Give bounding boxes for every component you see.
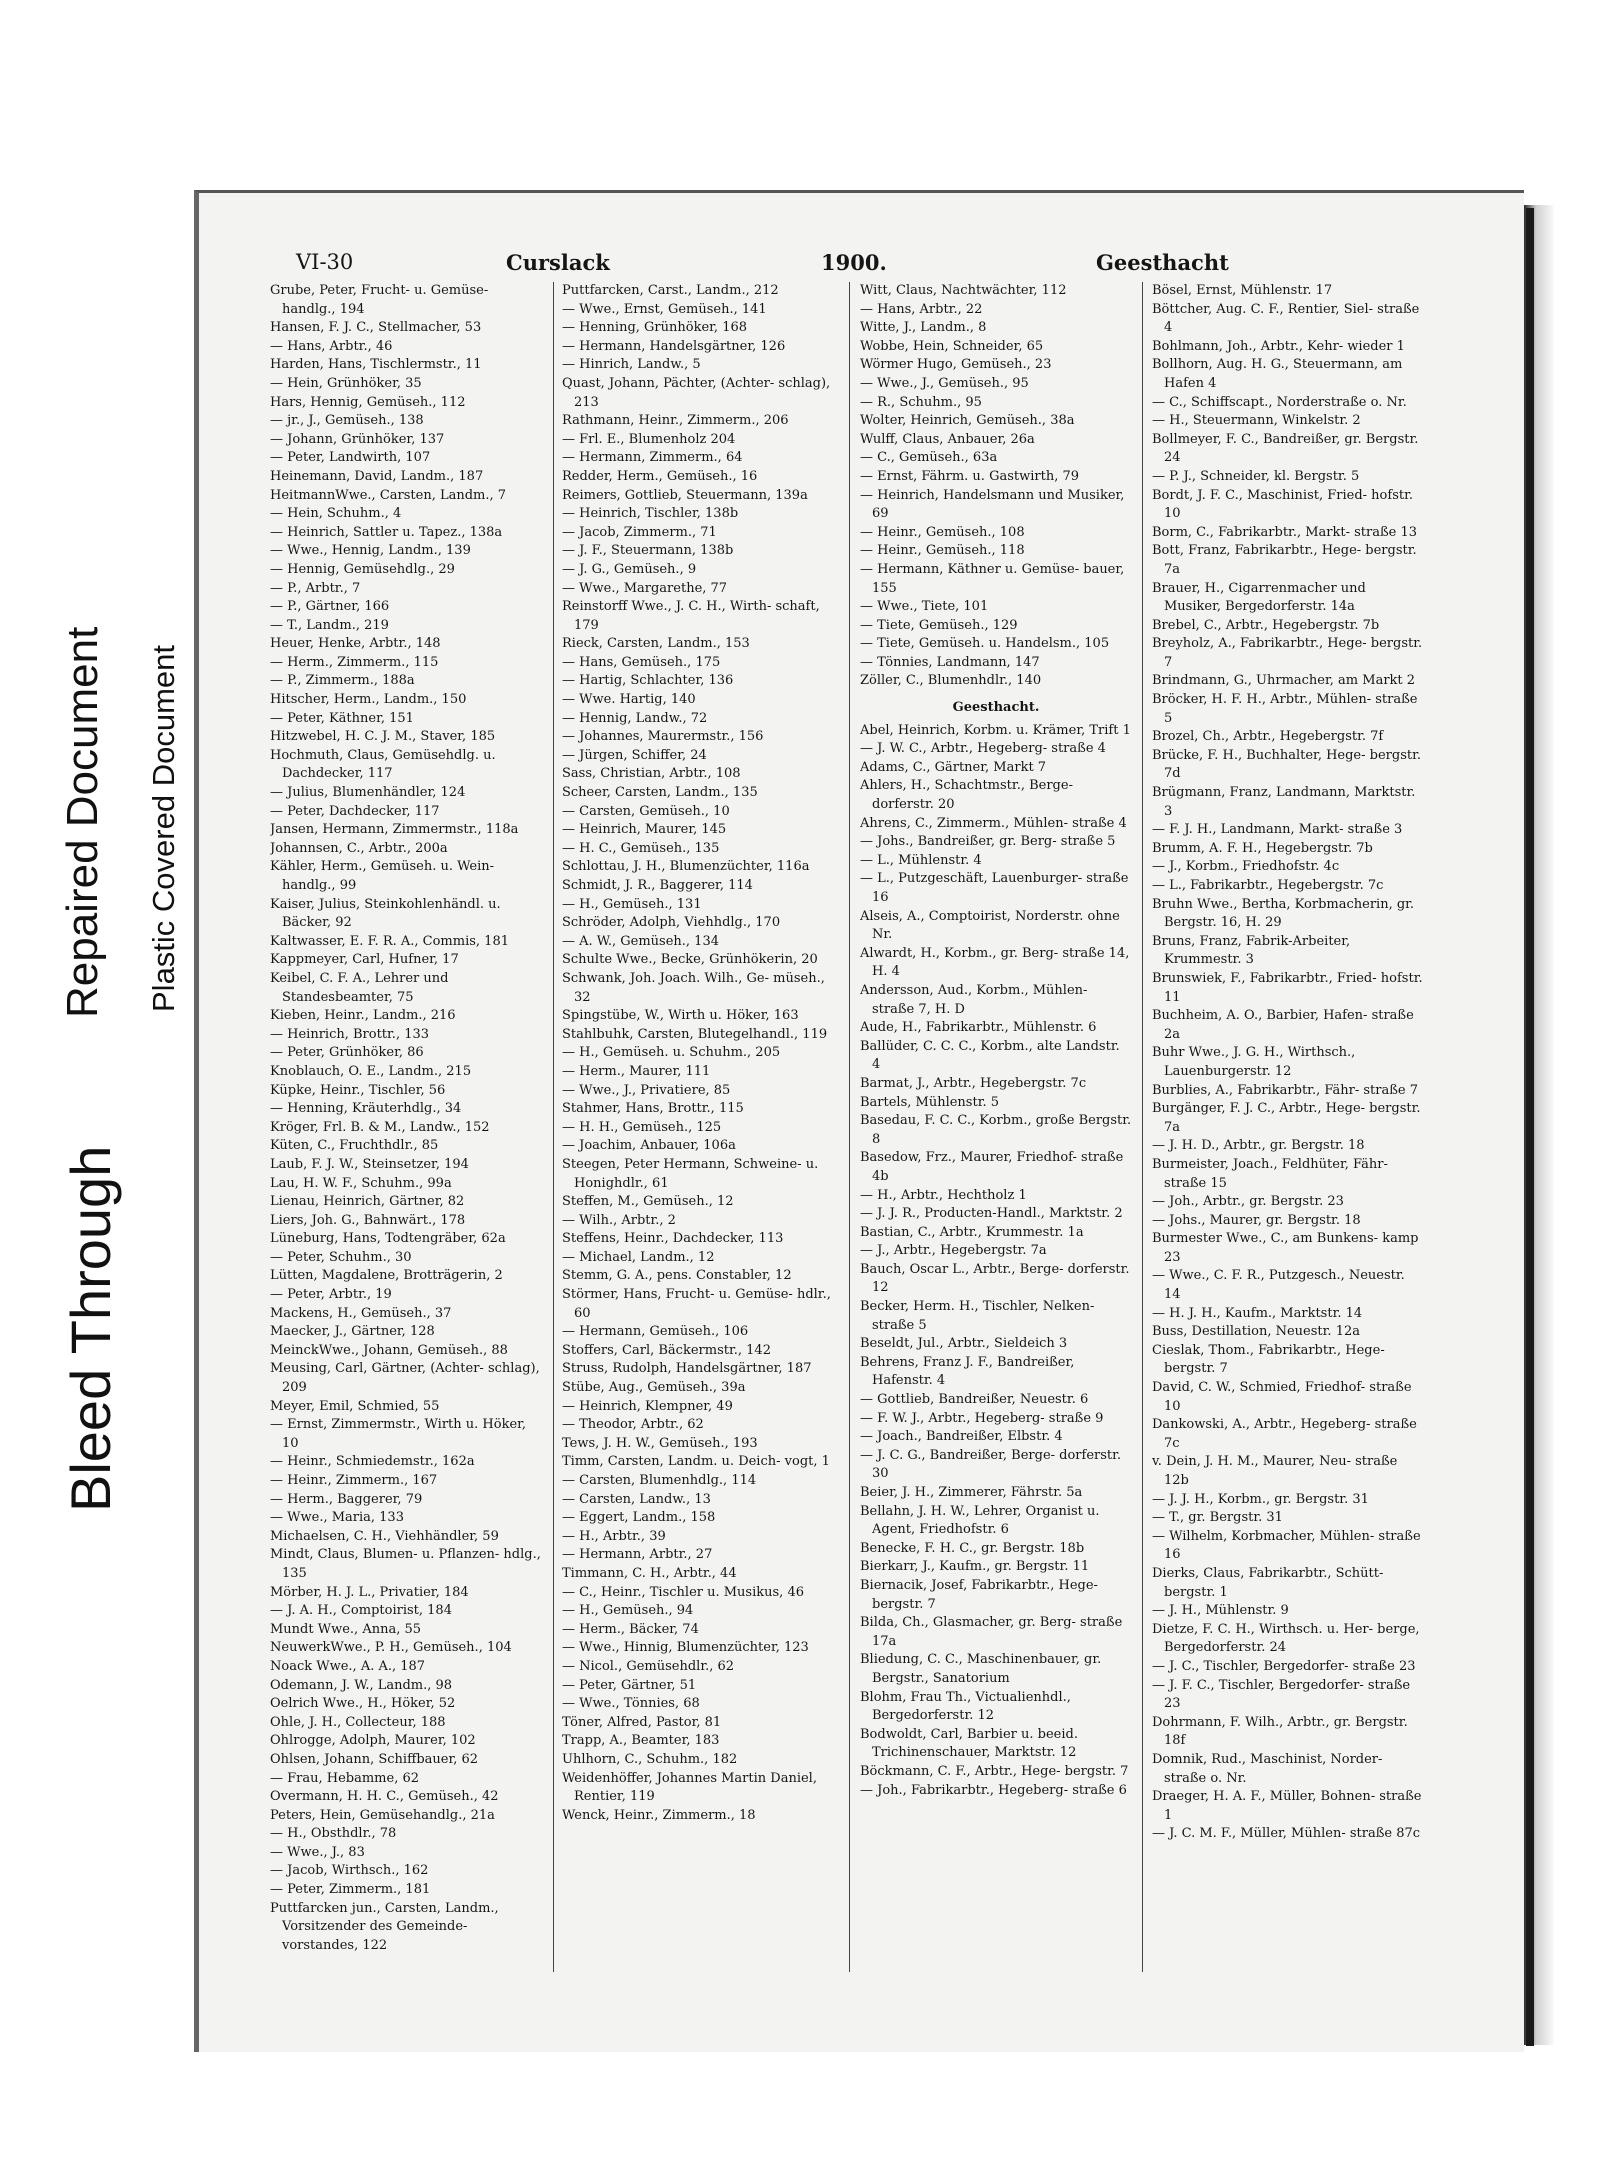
directory-entry: — C., Heinr., Tischler u. Musikus, 46 <box>562 1584 804 1600</box>
directory-entry: — Ernst, Zimmermstr., Wirth u. Höker, 10 <box>270 1417 527 1451</box>
directory-entry: — Heinr., Zimmerm., 167 <box>270 1473 438 1488</box>
directory-entry: HeitmannWwe., Carsten, Landm., 7 <box>270 487 507 503</box>
directory-entry: — C., Gemüseh., 63a <box>860 450 998 466</box>
directory-entry: Aude, H., Fabrikarbtr., Mühlenstr. 6 <box>860 1020 1097 1036</box>
directory-entry: Bauch, Oscar L., Arbtr., Berge- dorferstr. 12 <box>860 1261 1130 1296</box>
directory-entry: — Peter, Käthner, 151 <box>270 710 414 726</box>
directory-entry: Mindt, Claus, Blumen- u. Pflanzen- hdlg., 135 <box>270 1547 541 1581</box>
directory-entry: — H. C., Gemüseh., 135 <box>562 840 720 856</box>
directory-entry: — Michael, Landm., 12 <box>562 1249 715 1265</box>
directory-entry: Lütten, Magdalene, Brotträgerin, 2 <box>270 1268 503 1284</box>
directory-entry: Brauer, H., Cigarrenmacher und Musiker, Bergedorferstr. 14a <box>1152 580 1366 615</box>
directory-entry: — Hein, Grünhöker, 35 <box>270 375 422 391</box>
directory-entry: Stoffers, Carl, Bäckermstr., 142 <box>562 1342 771 1358</box>
directory-entry: Bilda, Ch., Glasmacher, gr. Berg- straße 17a <box>860 1615 1123 1649</box>
directory-entry: Zöller, C., Blumenhdlr., 140 <box>860 673 1042 689</box>
directory-entry: Witt, Claus, Nachtwächter, 112 <box>860 283 1067 298</box>
directory-entry: NeuwerkWwe., P. H., Gemüseh., 104 <box>270 1640 512 1656</box>
directory-entry: Rathmann, Heinr., Zimmerm., 206 <box>562 413 789 429</box>
directory-entry: Buss, Destillation, Neuestr. 12a <box>1152 1324 1360 1340</box>
directory-entry: v. Dein, J. H. M., Maurer, Neu- straße 12b <box>1152 1454 1398 1488</box>
directory-entry: Knoblauch, O. E., Landm., 215 <box>270 1063 472 1079</box>
directory-entry: Reimers, Gottlieb, Steuermann, 139a <box>562 487 808 503</box>
directory-entry: Brunswiek, F., Fabrikarbtr., Fried- hofstr. 11 <box>1152 970 1423 1005</box>
directory-entry: — Frau, Hebamme, 62 <box>270 1770 420 1786</box>
directory-entry: — Herm., Baggerer, 79 <box>270 1491 423 1507</box>
directory-entry: Schwank, Joh. Joach. Wilh., Ge- müseh., 32 <box>562 970 825 1005</box>
directory-column-3 <box>860 282 1132 1972</box>
directory-entry: Ahlers, H., Schachtmstr., Berge- dorferstr. 20 <box>860 778 1073 813</box>
directory-entry: Uhlhorn, C., Schuhm., 182 <box>562 1751 738 1767</box>
directory-column-1 <box>270 282 542 1972</box>
directory-entry: — Joh., Arbtr., gr. Bergstr. 23 <box>1152 1194 1344 1210</box>
directory-entry: Küpke, Heinr., Tischler, 56 <box>270 1082 446 1098</box>
directory-entry: Stahmer, Hans, Brottr., 115 <box>562 1101 744 1117</box>
directory-entry: Bliedung, C. C., Maschinenbauer, gr. Bergstr., Sanatorium <box>860 1652 1102 1686</box>
directory-entry: Domnik, Rud., Maschinist, Norder- straße o. Nr. <box>1152 1751 1383 1786</box>
directory-entry: Odemann, J. W., Landm., 98 <box>270 1677 453 1693</box>
directory-entry: — Heinrich, Sattler u. Tapez., 138a <box>270 524 503 540</box>
directory-entry: — Hans, Arbtr., 22 <box>860 301 983 317</box>
directory-entry: — Heinr., Schmiedemstr., 162a <box>270 1454 475 1470</box>
directory-entry: — T., Landm., 219 <box>270 617 389 633</box>
directory-entry: Ahrens, C., Zimmerm., Mühlen- straße 4 <box>860 815 1127 831</box>
directory-entry: Timm, Carsten, Landm. u. Deich- vogt, 1 <box>562 1454 830 1470</box>
directory-entry: Bierkarr, J., Kaufm., gr. Bergstr. 11 <box>860 1559 1090 1575</box>
directory-entry: Burgänger, F. J. C., Arbtr., Hege- bergstr. 7a <box>1152 1101 1421 1135</box>
directory-entry: Beier, J. H., Zimmerer, Fährstr. 5a <box>860 1485 1083 1500</box>
directory-entry: Barmat, J., Arbtr., Hegebergstr. 7c <box>860 1075 1087 1091</box>
directory-entry: Steffen, M., Gemüseh., 12 <box>562 1194 734 1210</box>
directory-entry: Kappmeyer, Carl, Hufner, 17 <box>270 952 459 968</box>
directory-entry: Stübe, Aug., Gemüseh., 39a <box>562 1380 746 1396</box>
plastic-covered-label: Plastic Covered Document <box>146 645 181 1012</box>
directory-entry: Meyer, Emil, Schmied, 55 <box>270 1398 440 1414</box>
directory-entry: Behrens, Franz J. F., Bandreißer, Hafenstr. 4 <box>860 1354 1075 1389</box>
directory-entry: MeinckWwe., Johann, Gemüseh., 88 <box>270 1342 508 1358</box>
directory-entry: — Peter, Landwirth, 107 <box>270 450 431 466</box>
directory-entry: Ohlrogge, Adolph, Maurer, 102 <box>270 1733 476 1749</box>
directory-entry: Oelrich Wwe., H., Höker, 52 <box>270 1696 456 1712</box>
directory-entry: — Hans, Gemüseh., 175 <box>562 654 721 670</box>
directory-entry: — Heinr., Gemüseh., 108 <box>860 524 1025 540</box>
directory-entry: — Hinrich, Landw., 5 <box>562 357 701 373</box>
directory-entry: Scheer, Carsten, Landm., 135 <box>562 785 758 801</box>
directory-entry: — Frl. E., Blumenholz 204 <box>562 431 736 447</box>
directory-entry: — Carsten, Blumenhdlg., 114 <box>562 1473 757 1488</box>
directory-entry: — P. J., Schneider, kl. Bergstr. 5 <box>1152 468 1360 484</box>
directory-entry: Dankowski, A., Arbtr., Hegeberg- straße 7c <box>1152 1417 1417 1451</box>
directory-entry: Biernacik, Josef, Fabrikarbtr., Hege- bergstr. 7 <box>860 1577 1098 1612</box>
directory-column-2 <box>562 282 834 1972</box>
directory-entry: Cieslak, Thom., Fabrikarbtr., Hege- bergstr. 7 <box>1152 1342 1385 1377</box>
page-number: VI-30 <box>296 250 354 274</box>
directory-entry: Wobbe, Hein, Schneider, 65 <box>860 338 1044 354</box>
directory-entry: — H., Gemüseh., 94 <box>562 1603 694 1619</box>
directory-entry: Kaltwasser, E. F. R. A., Commis, 181 <box>270 933 509 949</box>
directory-entry: — P., Gärtner, 166 <box>270 599 390 615</box>
directory-entry: — Wwe., J., 83 <box>270 1844 365 1860</box>
directory-entry: Michaelsen, C. H., Viehhändler, 59 <box>270 1528 499 1544</box>
directory-entry: Burblies, A., Fabrikarbtr., Fähr- straße 7 <box>1152 1082 1418 1098</box>
directory-entry: Buhr Wwe., J. G. H., Wirthsch., Lauenburgerstr. 12 <box>1152 1045 1356 1079</box>
directory-entry: Brumm, A. F. H., Hegebergstr. 7b <box>1152 840 1373 856</box>
directory-entry: — Herm., Maurer, 111 <box>562 1063 711 1079</box>
directory-entry: — Tönnies, Landmann, 147 <box>860 654 1040 670</box>
directory-entry: Abel, Heinrich, Korbm. u. Krämer, Trift 1 <box>860 722 1131 738</box>
directory-entry: Keibel, C. F. A., Lehrer und Standesbeamter, 75 <box>270 970 449 1005</box>
directory-entry: Bröcker, H. F. H., Arbtr., Mühlen- straße 5 <box>1152 692 1418 726</box>
directory-entry: — Wilh., Arbtr., 2 <box>562 1212 676 1228</box>
directory-entry: Schröder, Adolph, Viehhdlg., 170 <box>562 915 781 931</box>
directory-entry: — T., gr. Bergstr. 31 <box>1152 1510 1283 1526</box>
header-left-title: Curslack <box>506 250 610 275</box>
page-edge <box>1526 208 1534 2046</box>
directory-entry: Quast, Johann, Pächter, (Achter- schlag), 213 <box>562 375 831 410</box>
header-year: 1900. <box>821 250 887 275</box>
directory-entry: Kähler, Herm., Gemüseh. u. Wein- handlg., 99 <box>270 859 495 893</box>
directory-entry: — H., Arbtr., 39 <box>562 1528 666 1544</box>
directory-entry: Trapp, A., Beamter, 183 <box>562 1733 720 1749</box>
directory-entry: — Heinrich, Handelsmann und Musiker, 69 <box>860 487 1125 522</box>
directory-entry: Bruhn Wwe., Bertha, Korbmacherin, gr. Bergstr. 16, H. 29 <box>1152 896 1415 931</box>
directory-entry: — Wwe. Hartig, 140 <box>562 692 696 708</box>
directory-entry: Basedau, F. C. C., Korbm., große Bergstr. 8 <box>860 1113 1132 1147</box>
directory-entry: — Gottlieb, Bandreißer, Neuestr. 6 <box>860 1392 1089 1408</box>
directory-entry: — Carsten, Gemüseh., 10 <box>562 803 730 819</box>
directory-entry: Brügmann, Franz, Landmann, Marktstr. 3 <box>1152 785 1416 819</box>
section-heading: Geesthacht. <box>952 700 1040 716</box>
directory-entry: Blohm, Frau Th., Victualienhdl., Bergedorferstr. 12 <box>860 1689 1071 1724</box>
directory-entry: Lüneburg, Hans, Todtengräber, 62a <box>270 1231 506 1247</box>
header-right-title: Geesthacht <box>1096 250 1229 275</box>
directory-entry: Becker, Herm. H., Tischler, Nelken- straße 5 <box>860 1299 1095 1333</box>
directory-entry: — jr., J., Gemüseh., 138 <box>270 413 424 429</box>
directory-entry: Schmidt, J. R., Baggerer, 114 <box>562 878 753 893</box>
directory-entry: — Wilhelm, Korbmacher, Mühlen- straße 16 <box>1152 1528 1421 1563</box>
directory-entry: — P., Arbtr., 7 <box>270 580 361 596</box>
directory-entry: Töner, Alfred, Pastor, 81 <box>562 1714 722 1730</box>
directory-entry: Sass, Christian, Arbtr., 108 <box>562 766 741 782</box>
directory-entry: Spingstübe, W., Wirth u. Höker, 163 <box>562 1008 799 1024</box>
directory-entry: — F. J. H., Landmann, Markt- straße 3 <box>1152 822 1403 838</box>
directory-entry: — J. H. D., Arbtr., gr. Bergstr. 18 <box>1152 1138 1365 1154</box>
directory-entry: Stemm, G. A., pens. Constabler, 12 <box>562 1268 792 1284</box>
directory-entry: Kaiser, Julius, Steinkohlenhändl. u. Bäcker, 92 <box>270 896 501 931</box>
directory-entry: — Heinrich, Maurer, 145 <box>562 822 727 838</box>
directory-entry: — H. J. H., Kaufm., Marktstr. 14 <box>1152 1305 1363 1321</box>
directory-entry: — Wwe., Margarethe, 77 <box>562 580 728 596</box>
directory-entry: — Herm., Zimmerm., 115 <box>270 654 439 670</box>
directory-entry: Bollmeyer, F. C., Bandreißer, gr. Bergstr. 24 <box>1152 431 1419 466</box>
directory-entry: — Hermann, Käthner u. Gemüse- bauer, 155 <box>860 561 1125 596</box>
directory-entry: Puttfarcken, Carst., Landm., 212 <box>562 283 779 298</box>
directory-entry: Bollhorn, Aug. H. G., Steuermann, am Hafen 4 <box>1152 357 1403 391</box>
directory-entry: Hitscher, Herm., Landm., 150 <box>270 692 467 708</box>
directory-entry: Liers, Joh. G., Bahnwärt., 178 <box>270 1212 466 1228</box>
column-divider <box>1142 282 1143 1972</box>
directory-entry: — J., Korbm., Friedhofstr. 4c <box>1152 859 1340 875</box>
directory-entry: Mundt Wwe., Anna, 55 <box>270 1621 422 1637</box>
directory-entry: Benecke, F. H. C., gr. Bergstr. 18b <box>860 1540 1085 1556</box>
directory-entry: Alseis, A., Comptoirist, Norderstr. ohne Nr. <box>860 908 1120 943</box>
directory-entry: — Joach., Bandreißer, Elbstr. 4 <box>860 1429 1063 1445</box>
directory-entry: — Hermann, Gemüseh., 106 <box>562 1324 749 1340</box>
directory-entry: — Hein, Schuhm., 4 <box>270 506 402 522</box>
directory-entry: Struss, Rudolph, Handelsgärtner, 187 <box>562 1361 812 1377</box>
directory-entry: — Wwe., J., Privatiere, 85 <box>562 1082 731 1098</box>
directory-entry: Draeger, H. A. F., Müller, Bohnen- straße 1 <box>1152 1789 1422 1823</box>
directory-entry: — Henning, Grünhöker, 168 <box>562 320 748 336</box>
directory-entry: Hansen, F. J. C., Stellmacher, 53 <box>270 320 482 336</box>
directory-entry: Overmann, H. H. C., Gemüseh., 42 <box>270 1789 499 1805</box>
directory-entry: Brebel, C., Arbtr., Hegebergstr. 7b <box>1152 617 1380 633</box>
directory-entry: Lienau, Heinrich, Gärtner, 82 <box>270 1194 465 1210</box>
directory-entry: Puttfarcken jun., Carsten, Landm., Vorsitzender des Gemeinde- vorstandes, 122 <box>270 1900 499 1953</box>
directory-entry: Schlottau, J. H., Blumenzüchter, 116a <box>562 859 810 875</box>
directory-entry: — Jacob, Zimmerm., 71 <box>562 524 717 540</box>
directory-entry: Bohlmann, Joh., Arbtr., Kehr- wieder 1 <box>1152 338 1405 354</box>
directory-entry: Ohlsen, Johann, Schiffbauer, 62 <box>270 1751 479 1767</box>
directory-entry: Borm, C., Fabrikarbtr., Markt- straße 13 <box>1152 524 1418 540</box>
directory-entry: Breyholz, A., Fabrikarbtr., Hege- bergstr. 7 <box>1152 636 1423 670</box>
directory-entry: — Peter, Dachdecker, 117 <box>270 803 440 819</box>
directory-entry: Steffens, Heinr., Dachdecker, 113 <box>562 1231 784 1247</box>
directory-entry: Bodwoldt, Carl, Barbier u. beeid. Trichinenschauer, Marktstr. 12 <box>860 1726 1078 1761</box>
directory-entry: — Wwe., J., Gemüseh., 95 <box>860 375 1029 391</box>
directory-entry: Böckmann, C. F., Arbtr., Hege- bergstr. 7 <box>860 1763 1129 1779</box>
directory-entry: — J. G., Gemüseh., 9 <box>562 561 697 577</box>
directory-entry: — Peter, Zimmerm., 181 <box>270 1882 431 1898</box>
directory-entry: Heuer, Henke, Arbtr., 148 <box>270 636 441 652</box>
directory-entry: Mörber, H. J. L., Privatier, 184 <box>270 1584 469 1600</box>
directory-entry: Bellahn, J. H. W., Lehrer, Organist u. Agent, Friedhofstr. 6 <box>860 1503 1100 1538</box>
directory-entry: — Wwe., Hennig, Landm., 139 <box>270 543 471 559</box>
directory-entry: Beseldt, Jul., Arbtr., Sieldeich 3 <box>860 1336 1068 1352</box>
directory-entry: — Joachim, Anbauer, 106a <box>562 1138 736 1154</box>
directory-entry: Meusing, Carl, Gärtner, (Achter- schlag), 209 <box>270 1361 540 1396</box>
directory-entry: — J. C., Tischler, Bergedorfer- straße 23 <box>1152 1658 1416 1674</box>
directory-entry: — Heinr., Gemüseh., 118 <box>860 543 1025 559</box>
directory-entry: — L., Mühlenstr. 4 <box>860 852 982 868</box>
directory-entry: Witte, J., Landm., 8 <box>860 320 987 336</box>
directory-entry: — Theodor, Arbtr., 62 <box>562 1417 704 1433</box>
directory-entry: — Tiete, Gemüseh. u. Handelsm., 105 <box>860 636 1110 652</box>
directory-entry: — C., Schiffscapt., Norderstraße o. Nr. <box>1152 394 1407 410</box>
directory-entry: — Hermann, Handelsgärtner, 126 <box>562 338 786 354</box>
directory-entry: — Peter, Gärtner, 51 <box>562 1677 697 1693</box>
directory-entry: — H., Arbtr., Hechtholz 1 <box>860 1187 1027 1203</box>
directory-entry: Steegen, Peter Hermann, Schweine- u. Honighdlr., 61 <box>562 1156 819 1191</box>
directory-entry: — J. F., Steuermann, 138b <box>562 543 734 559</box>
directory-entry: Dietze, F. C. H., Wirthsch. u. Her- berge, Bergedorferstr. 24 <box>1152 1621 1420 1656</box>
directory-entry: Lau, H. W. F., Schuhm., 99a <box>270 1175 452 1191</box>
page-header <box>296 250 1229 280</box>
directory-entry: Reinstorff Wwe., J. C. H., Wirth- schaft, 179 <box>562 599 820 633</box>
directory-entry: Brozel, Ch., Arbtr., Hegebergstr. 7f <box>1152 729 1384 745</box>
directory-entry: — A. W., Gemüseh., 134 <box>562 933 719 949</box>
directory-entry: Noack Wwe., A. A., 187 <box>270 1658 426 1674</box>
directory-entry: — L., Fabrikarbtr., Hegebergstr. 7c <box>1152 878 1384 893</box>
directory-entry: — J. C. G., Bandreißer, Berge- dorferstr. 30 <box>860 1447 1122 1482</box>
directory-entry: — Hennig, Gemüsehdlg., 29 <box>270 561 455 577</box>
directory-entry: Küten, C., Fruchthdlr., 85 <box>270 1138 439 1154</box>
directory-entry: Jansen, Hermann, Zimmermstr., 118a <box>270 822 519 838</box>
directory-entry: — Heinrich, Tischler, 138b <box>562 506 739 522</box>
directory-entry: — Wwe., Ernst, Gemüseh., 141 <box>562 301 767 317</box>
directory-entry: — Carsten, Landw., 13 <box>562 1491 711 1507</box>
column-divider <box>849 282 850 1972</box>
directory-entry: Bordt, J. F. C., Maschinist, Fried- hofstr. 10 <box>1152 487 1414 522</box>
directory-entry: Kieben, Heinr., Landm., 216 <box>270 1008 456 1024</box>
directory-entry: — J., Arbtr., Hegebergstr. 7a <box>860 1243 1047 1259</box>
directory-entry: Harden, Hans, Tischlermstr., 11 <box>270 357 482 373</box>
directory-entry: — Tiete, Gemüseh., 129 <box>860 617 1018 633</box>
directory-entry: — Hans, Arbtr., 46 <box>270 338 393 354</box>
directory-entry: — Wwe., Hinnig, Blumenzüchter, 123 <box>562 1640 809 1656</box>
directory-entry: — Peter, Grünhöker, 86 <box>270 1045 424 1061</box>
directory-entry: — Jürgen, Schiffer, 24 <box>562 747 707 763</box>
directory-entry: Basedow, Frz., Maurer, Friedhof- straße 4b <box>860 1150 1124 1184</box>
directory-entry: Redder, Herm., Gemüseh., 16 <box>562 468 758 484</box>
directory-entry: — J. A. H., Comptoirist, 184 <box>270 1603 452 1619</box>
directory-entry: — Henning, Kräuterhdlg., 34 <box>270 1101 462 1117</box>
directory-entry: — Joh., Fabrikarbtr., Hegeberg- straße 6 <box>860 1782 1127 1798</box>
directory-entry: — H., Obsthdlr., 78 <box>270 1826 397 1842</box>
directory-entry: Hitzwebel, H. C. J. M., Staver, 185 <box>270 729 496 745</box>
directory-entry: — L., Putzgeschäft, Lauenburger- straße 16 <box>860 871 1129 905</box>
directory-entry: — Ernst, Fährm. u. Gastwirth, 79 <box>860 468 1080 484</box>
directory-entry: — J. W. C., Arbtr., Hegeberg- straße 4 <box>860 741 1106 757</box>
directory-entry: Brindmann, G., Uhrmacher, am Markt 2 <box>1152 673 1416 689</box>
directory-entry: — J. H., Mühlenstr. 9 <box>1152 1603 1289 1619</box>
directory-entry: — J. C. M. F., Müller, Mühlen- straße 87c <box>1152 1826 1421 1842</box>
directory-entry: Weidenhöffer, Johannes Martin Daniel, Rentier, 119 <box>562 1770 817 1805</box>
directory-entry: Wenck, Heinr., Zimmerm., 18 <box>562 1807 756 1823</box>
directory-entry: — H., Gemüseh., 131 <box>562 896 702 912</box>
directory-entry: — J. F. C., Tischler, Bergedorfer- straße 23 <box>1152 1677 1411 1712</box>
directory-entry: Wolter, Heinrich, Gemüseh., 38a <box>860 413 1075 429</box>
directory-entry: — Johs., Bandreißer, gr. Berg- straße 5 <box>860 834 1116 850</box>
directory-entry: — Johannes, Maurermstr., 156 <box>562 729 764 745</box>
directory-entry: — J. J. H., Korbm., gr. Bergstr. 31 <box>1152 1491 1369 1507</box>
directory-entry: Bruns, Franz, Fabrik-Arbeiter, Krummestr. 3 <box>1152 933 1351 968</box>
directory-entry: Rieck, Carsten, Landm., 153 <box>562 636 750 652</box>
directory-entry: Ohle, J. H., Collecteur, 188 <box>270 1714 446 1730</box>
directory-entry: — Heinrich, Klempner, 49 <box>562 1398 733 1414</box>
directory-entry: Andersson, Aud., Korbm., Mühlen- straße 7, H. D <box>860 982 1088 1017</box>
directory-entry: — Wwe., Maria, 133 <box>270 1510 404 1526</box>
directory-entry: — R., Schuhm., 95 <box>860 394 982 410</box>
directory-entry: Burmester Wwe., C., am Bunkens- kamp 23 <box>1152 1231 1419 1265</box>
bleed-through-label: Bleed Through <box>59 1145 122 1512</box>
directory-entry: Wulff, Claus, Anbauer, 26a <box>860 431 1035 447</box>
directory-entry: Johannsen, C., Arbtr., 200a <box>270 840 448 856</box>
directory-entry: Dohrmann, F. Wilh., Arbtr., gr. Bergstr. 18f <box>1152 1714 1408 1749</box>
directory-entry: Ballüder, C. C. C., Korbm., alte Landstr. 4 <box>860 1038 1120 1073</box>
directory-entry: Grube, Peter, Frucht- u. Gemüse- handlg., 194 <box>270 283 489 317</box>
directory-entry: Stahlbuhk, Carsten, Blutegelhandl., 119 <box>562 1026 828 1042</box>
directory-entry: — Wwe., Tönnies, 68 <box>562 1696 700 1712</box>
directory-entry: Heinemann, David, Landm., 187 <box>270 468 484 484</box>
directory-entry: Alwardt, H., Korbm., gr. Berg- straße 14, H. 4 <box>860 945 1130 980</box>
directory-entry: Störmer, Hans, Frucht- u. Gemüse- hdlr., 60 <box>562 1287 831 1321</box>
directory-entry: — Peter, Schuhm., 30 <box>270 1249 412 1265</box>
directory-entry: — Hermann, Arbtr., 27 <box>562 1547 713 1563</box>
directory-entry: Peters, Hein, Gemüsehandlg., 21a <box>270 1807 495 1823</box>
directory-entry: Adams, C., Gärtner, Markt 7 <box>860 759 1047 775</box>
directory-entry: — Peter, Arbtr., 19 <box>270 1287 392 1303</box>
directory-entry: Wörmer Hugo, Gemüseh., 23 <box>860 357 1052 373</box>
directory-entry: — Hennig, Landw., 72 <box>562 710 708 726</box>
directory-entry: — Wwe., Tiete, 101 <box>860 599 989 615</box>
directory-entry: Kröger, Frl. B. & M., Landw., 152 <box>270 1119 490 1135</box>
directory-entry: Bastian, C., Arbtr., Krummestr. 1a <box>860 1224 1084 1240</box>
directory-entry: — Hartig, Schlachter, 136 <box>562 673 734 689</box>
directory-entry: Bösel, Ernst, Mühlenstr. 17 <box>1152 283 1333 298</box>
directory-entry: — Jacob, Wirthsch., 162 <box>270 1863 429 1879</box>
directory-entry: — H. H., Gemüseh., 125 <box>562 1119 722 1135</box>
directory-entry: Hochmuth, Claus, Gemüsehdlg. u. Dachdecker, 117 <box>270 747 496 782</box>
directory-entry: Schulte Wwe., Becke, Grünhökerin, 20 <box>562 952 818 968</box>
directory-entry: Bartels, Mühlenstr. 5 <box>860 1094 1000 1110</box>
directory-entry: — F. W. J., Arbtr., Hegeberg- straße 9 <box>860 1410 1104 1426</box>
directory-entry: — Hermann, Zimmerm., 64 <box>562 450 743 466</box>
directory-entry: Tews, J. H. W., Gemüseh., 193 <box>562 1435 758 1451</box>
directory-entry: — J. J. R., Producten-Handl., Marktstr. 2 <box>860 1206 1123 1222</box>
directory-entry: — Heinrich, Brottr., 133 <box>270 1026 430 1042</box>
directory-entry: — P., Zimmerm., 188a <box>270 673 415 689</box>
directory-entry: — Johs., Maurer, gr. Bergstr. 18 <box>1152 1212 1361 1228</box>
directory-entry: Dierks, Claus, Fabrikarbtr., Schütt- bergstr. 1 <box>1152 1565 1384 1600</box>
directory-entry: — Eggert, Landm., 158 <box>562 1510 716 1526</box>
directory-entry: — Nicol., Gemüsehdlr., 62 <box>562 1658 735 1674</box>
directory-entry: — Herm., Bäcker, 74 <box>562 1621 699 1637</box>
directory-entry: Timmann, C. H., Arbtr., 44 <box>562 1565 737 1581</box>
directory-entry: — Julius, Blumenhändler, 124 <box>270 785 466 801</box>
directory-entry: Buchheim, A. O., Barbier, Hafen- straße 2a <box>1152 1008 1414 1042</box>
directory-column-4 <box>1152 282 1424 1972</box>
column-divider <box>553 282 554 1972</box>
directory-entry: — H., Steuermann, Winkelstr. 2 <box>1152 413 1361 429</box>
directory-entry: — H., Gemüseh. u. Schuhm., 205 <box>562 1045 781 1061</box>
directory-entry: Brücke, F. H., Buchhalter, Hege- bergstr. 7d <box>1152 747 1422 782</box>
directory-entry: Laub, F. J. W., Steinsetzer, 194 <box>270 1156 469 1172</box>
directory-entry: Böttcher, Aug. C. F., Rentier, Siel- straße 4 <box>1152 301 1420 336</box>
directory-entry: Maecker, J., Gärtner, 128 <box>270 1324 435 1340</box>
directory-entry: Hars, Hennig, Gemüseh., 112 <box>270 394 466 410</box>
directory-entry: Burmeister, Joach., Feldhüter, Fähr- straße 15 <box>1152 1156 1388 1191</box>
directory-entry: Bott, Franz, Fabrikarbtr., Hege- bergstr. 7a <box>1152 543 1417 577</box>
directory-entry: Mackens, H., Gemüseh., 37 <box>270 1305 452 1321</box>
directory-entry: — Johann, Grünhöker, 137 <box>270 431 445 447</box>
directory-entry: David, C. W., Schmied, Friedhof- straße 10 <box>1152 1380 1412 1414</box>
directory-entry: — Wwe., C. F. R., Putzgesch., Neuestr. 14 <box>1152 1268 1405 1303</box>
repaired-document-label: Repaired Document <box>58 626 107 1018</box>
